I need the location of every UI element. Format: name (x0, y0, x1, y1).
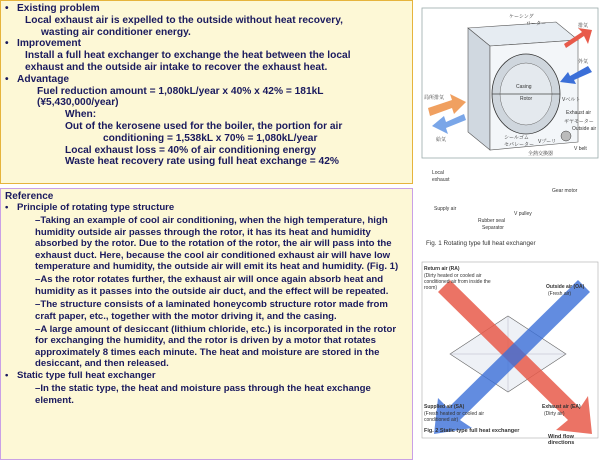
sa-desc: (Fresh heated or cooled air conditioned air) (424, 411, 485, 423)
existing-line-2: wasting air conditioner energy. (41, 26, 191, 38)
lbl-separator-jp: セパレーター (504, 142, 535, 148)
principle-para-1: –Taking an example of cool air conditioning, when the high temperature, high humidity outside air passes through the rotor, it has its heat and humidity absorbed by the rotor. Due to the rotation of the rotor, the air will pass into the exhaust duct. Here, because the cool air conditioned exhaust air will have low temperature and humidity, the outside air will emit its heat and humidity. (Fig. 1) (35, 215, 399, 273)
lbl-outside-air: Outside air (572, 126, 597, 132)
recovery-rate: Waste heat recovery rate using full heat exchange = 42% (65, 156, 339, 168)
ra-title: Return air (RA) (424, 266, 460, 272)
motor-pulley (561, 131, 571, 141)
lbl-rotor-jp: ローター (526, 21, 547, 27)
lbl-local-exhaust-jp: 局所排気 (424, 95, 445, 101)
existing-line-1: Local exhaust air is expelled to the outside without heat recovery, (25, 14, 343, 26)
lbl-casing-jp: ケーシング (509, 14, 534, 20)
lbl-exhaust: exhaust (432, 177, 450, 183)
fuel-reduction: Fuel reduction amount = 1,080kL/year x 40% x 42% = 181kL (37, 85, 324, 97)
lbl-casing: Casing (516, 84, 532, 90)
figures-column (416, 0, 600, 460)
lbl-supply-jp: 給気 (436, 137, 447, 143)
principle-para-2: –As the rotor rotates further, the exhaust air will once again absorb heat and humidity as it passes into the outside air duct, and the effect will be repeated. (35, 274, 389, 297)
lbl-gear-motor-jp: ギヤモーター (564, 119, 594, 125)
principle-para-3: –The structure consists of a laminated honeycomb structure rotor made from craft paper, etc., together with the motor driving it, and the casing. (35, 299, 388, 322)
static-para-1: –In the static type, the heat and moisture pass through the heat exchange element. (35, 383, 371, 406)
principle-heading: • Principle of rotating type structure (5, 202, 175, 213)
kerosene-line-1: Out of the kerosene used for the boiler, the portion for air (65, 120, 343, 132)
lbl-vbelt-jp: Vベルト (562, 97, 581, 103)
lbl-separator: Separator (482, 225, 504, 231)
casing-front (468, 28, 490, 150)
lbl-vpulley-jp: Vプーリ (538, 139, 557, 145)
lbl-exhaust-jp: 排気 (578, 23, 589, 29)
lbl-outside-jp: 外気 (578, 59, 589, 65)
lbl-supply-air: Supply air (434, 206, 457, 212)
ea-title: Exhaust air (EA) (542, 404, 581, 410)
lbl-local: Local (432, 170, 444, 176)
oa-title: Outside air (OA) (546, 284, 585, 290)
fig1-caption: Fig. 1 Rotating type full heat exchanger (426, 240, 536, 247)
lbl-gear-motor: Gear motor (552, 188, 578, 194)
improvement-line-2: exhaust and the outside air intake to recover the exhaust heat. (25, 61, 328, 73)
reference-box (0, 188, 413, 460)
kerosene-line-2: conditioning = 1,538kL x 70% = 1,080kL/year (103, 132, 318, 144)
reference-title: Reference (5, 191, 54, 202)
oa-desc: (Fresh air) (548, 291, 572, 297)
sa-title: Supplied air (SA) (424, 404, 465, 410)
improvement-line-1: Install a full heat exchanger to exchange the heat between the local (25, 50, 351, 62)
lbl-rubber-seal: Rubber seal (478, 218, 505, 224)
improvement-heading: • Improvement (5, 38, 81, 50)
lbl-rotor: Rotor (520, 96, 533, 102)
lbl-full-exchanger-jp: 全熱交換器 (528, 151, 554, 157)
ea-desc: (Dirty air) (544, 411, 565, 417)
lbl-vbelt: V belt (574, 146, 587, 152)
yen-amount: (¥5,430,000/year) (37, 97, 119, 109)
static-heading: • Static type full heat exchanger (5, 369, 156, 381)
fig2-caption: Fig. 2 Static type full heat exchanger (424, 428, 520, 434)
lbl-vpulley: V pulley (514, 211, 532, 217)
wind-flow-label: Wind flow directions (548, 434, 575, 446)
lbl-exhaust-air: Exhaust air (566, 110, 592, 116)
lbl-seal-jp: シールゴム (504, 135, 529, 141)
advantage-heading: • Advantage (5, 73, 70, 85)
summary-box (0, 0, 413, 184)
ra-desc: (Dirty heated or cooled air conditioned air from inside the room) (424, 273, 491, 291)
principle-para-4: –A large amount of desiccant (lithium chloride, etc.) is incorporated in the rotor for exchanging the humidity, and the rotor is driven by a motor that rotates approximately 8 times each minute. The heat and moisture are stored in the desiccant, and then released. (35, 324, 397, 370)
when-label: When: (65, 109, 97, 121)
existing-problem-heading: • Existing problem (5, 3, 100, 14)
exhaust-loss: Local exhaust loss = 40% of air conditioning energy (65, 144, 317, 156)
